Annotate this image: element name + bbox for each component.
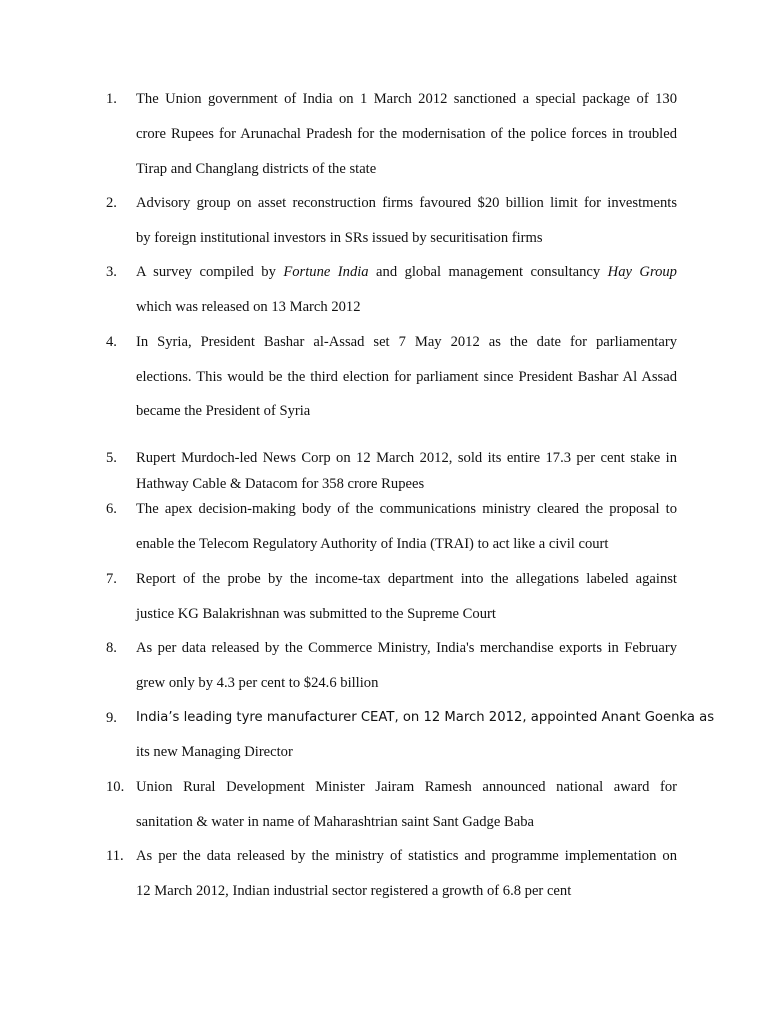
item-text-line: grew only by 4.3 per cent to $24.6 billion [136, 675, 379, 691]
item-text-line: India’s leading tyre manufacturer CEAT, on 12 March 2012, appointed Anant Goenka as [136, 710, 715, 725]
item-number: 1. [106, 91, 117, 107]
item-text-line: sanitation & water in name of Maharashtrian saint Sant Gadge Baba [136, 814, 534, 830]
item-text-line: A survey compiled by Fortune India and global management consultancy Hay Group [136, 264, 677, 280]
item-text-line: Tirap and Changlang districts of the state [136, 161, 377, 177]
item-text-line: elections. This would be the third election for parliament since President Bashar Al Assad [136, 369, 677, 385]
item-number: 4. [106, 334, 117, 350]
company-name: Hay Group [607, 264, 677, 280]
item-text-line: 12 March 2012, Indian industrial sector registered a growth of 6.8 per cent [136, 883, 572, 899]
item-text-line: crore Rupees for Arunachal Pradesh for the modernisation of the police forces in troubled [136, 126, 677, 142]
item-text-line: As per data released by the Commerce Ministry, India's merchandise exports in February [136, 640, 677, 656]
item-number: 6. [106, 501, 117, 517]
item-text-line: Hathway Cable & Datacom for 358 crore Rupees [136, 476, 425, 492]
item-text-line: became the President of Syria [136, 403, 311, 419]
item-text-line: In Syria, President Bashar al-Assad set 7 May 2012 as the date for parliamentary [136, 334, 677, 350]
item-number: 7. [106, 571, 117, 587]
item-number: 5. [106, 450, 117, 466]
item-text-line: Report of the probe by the income-tax department into the allegations labeled against [136, 571, 677, 587]
item-text-line: justice KG Balakrishnan was submitted to the Supreme Court [136, 606, 496, 622]
item-text-line: Advisory group on asset reconstruction firms favoured $20 billion limit for investments [136, 195, 677, 211]
item-number: 9. [106, 710, 117, 726]
item-text-line: its new Managing Director [136, 744, 293, 760]
item-number: 8. [106, 640, 117, 656]
item-text-line: The Union government of India on 1 March 2012 sanctioned a special package of 130 [136, 91, 677, 107]
item-text-line: Rupert Murdoch-led News Corp on 12 March 2012, sold its entire 17.3 per cent stake in [136, 450, 677, 466]
item-number: 2. [106, 195, 117, 211]
item-number: 11. [106, 848, 124, 864]
publication-name: Fortune India [283, 264, 369, 280]
item-text-line: The apex decision-making body of the communications ministry cleared the proposal to [136, 501, 677, 517]
item-text-line: which was released on 13 March 2012 [136, 299, 361, 315]
item-text-line: As per the data released by the ministry of statistics and programme implementation on [136, 848, 677, 864]
item-number: 3. [106, 264, 117, 280]
item-number: 10. [106, 779, 125, 795]
item-text-line: Union Rural Development Minister Jairam Ramesh announced national award for [136, 779, 677, 795]
item-text-line: by foreign institutional investors in SRs issued by securitisation firms [136, 230, 543, 246]
item-text-line: enable the Telecom Regulatory Authority of India (TRAI) to act like a civil court [136, 536, 609, 552]
